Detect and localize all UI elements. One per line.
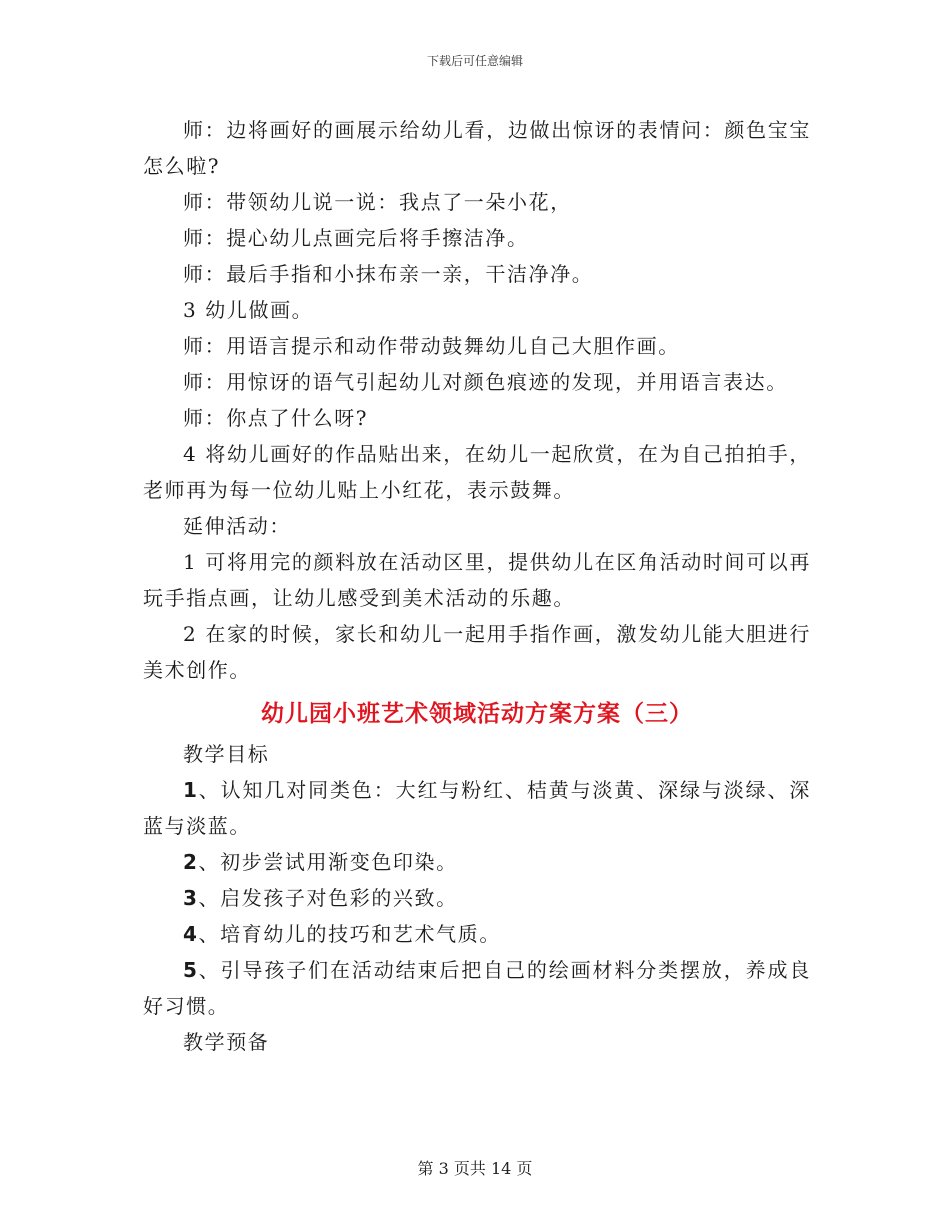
paragraph: 2 在家的时候，家长和幼儿一起用手指作画，激发幼儿能大胆进行美术创作。 bbox=[143, 622, 811, 682]
goal-item bbox=[143, 880, 811, 916]
document-body bbox=[143, 112, 811, 1060]
goal-item bbox=[143, 772, 811, 844]
extension-heading: 延伸活动： bbox=[183, 514, 291, 538]
goal-number: 1 bbox=[183, 778, 199, 802]
goal-number: 2 bbox=[183, 850, 199, 874]
section-title: 幼儿园小班艺术领域活动方案方案（三） bbox=[261, 700, 693, 727]
goal-text: 、启发孩子对色彩的兴致。 bbox=[198, 886, 458, 910]
paragraph: 3 幼儿做画。 bbox=[183, 298, 314, 322]
page-footer: 第 3 页共 14 页 bbox=[417, 1159, 533, 1178]
goal-number: 3 bbox=[183, 886, 199, 910]
paragraph: 师：带领幼儿说一说：我点了一朵小花， bbox=[183, 190, 572, 214]
paragraph: 师：你点了什么呀? bbox=[183, 406, 369, 430]
goal-text: 、初步尝试用渐变色印染。 bbox=[198, 850, 458, 874]
goal-number: 4 bbox=[183, 922, 199, 946]
prep-heading: 教学预备 bbox=[183, 1030, 270, 1054]
paragraph: 师：最后手指和小抹布亲一亲，干洁净净。 bbox=[183, 262, 594, 286]
goal-item bbox=[143, 844, 811, 880]
paragraph: 师：提心幼儿点画完后将手擦洁净。 bbox=[183, 226, 529, 250]
paragraph: 1 可将用完的颜料放在活动区里，提供幼儿在区角活动时间可以再玩手指点画，让幼儿感受到美术活动的乐趣。 bbox=[143, 550, 811, 610]
paragraph: 师：边将画好的画展示给幼儿看，边做出惊讶的表情问：颜色宝宝怎么啦? bbox=[143, 118, 811, 178]
goal-item bbox=[143, 952, 811, 1024]
goal-text: 、认知几对同类色：大红与粉红、桔黄与淡黄、深绿与淡绿、深蓝与淡蓝。 bbox=[143, 778, 811, 838]
page-header: 下载后可任意编辑 bbox=[426, 54, 523, 68]
goals-heading: 教学目标 bbox=[183, 742, 270, 766]
goal-text: 、培育幼儿的技巧和艺术气质。 bbox=[198, 922, 501, 946]
goal-text: 、引导孩子们在活动结束后把自己的绘画材料分类摆放，养成良好习惯。 bbox=[143, 958, 811, 1018]
paragraph: 师：用惊讶的语气引起幼儿对颜色痕迹的发现，并用语言表达。 bbox=[183, 370, 788, 394]
paragraph: 师：用语言提示和动作带动鼓舞幼儿自己大胆作画。 bbox=[183, 334, 680, 358]
goal-number: 5 bbox=[183, 958, 199, 982]
paragraph: 4 将幼儿画好的作品贴出来，在幼儿一起欣赏，在为自己拍拍手，老师再为每一位幼儿贴上小红花，表示鼓舞。 bbox=[143, 442, 811, 502]
goal-item bbox=[143, 916, 811, 952]
